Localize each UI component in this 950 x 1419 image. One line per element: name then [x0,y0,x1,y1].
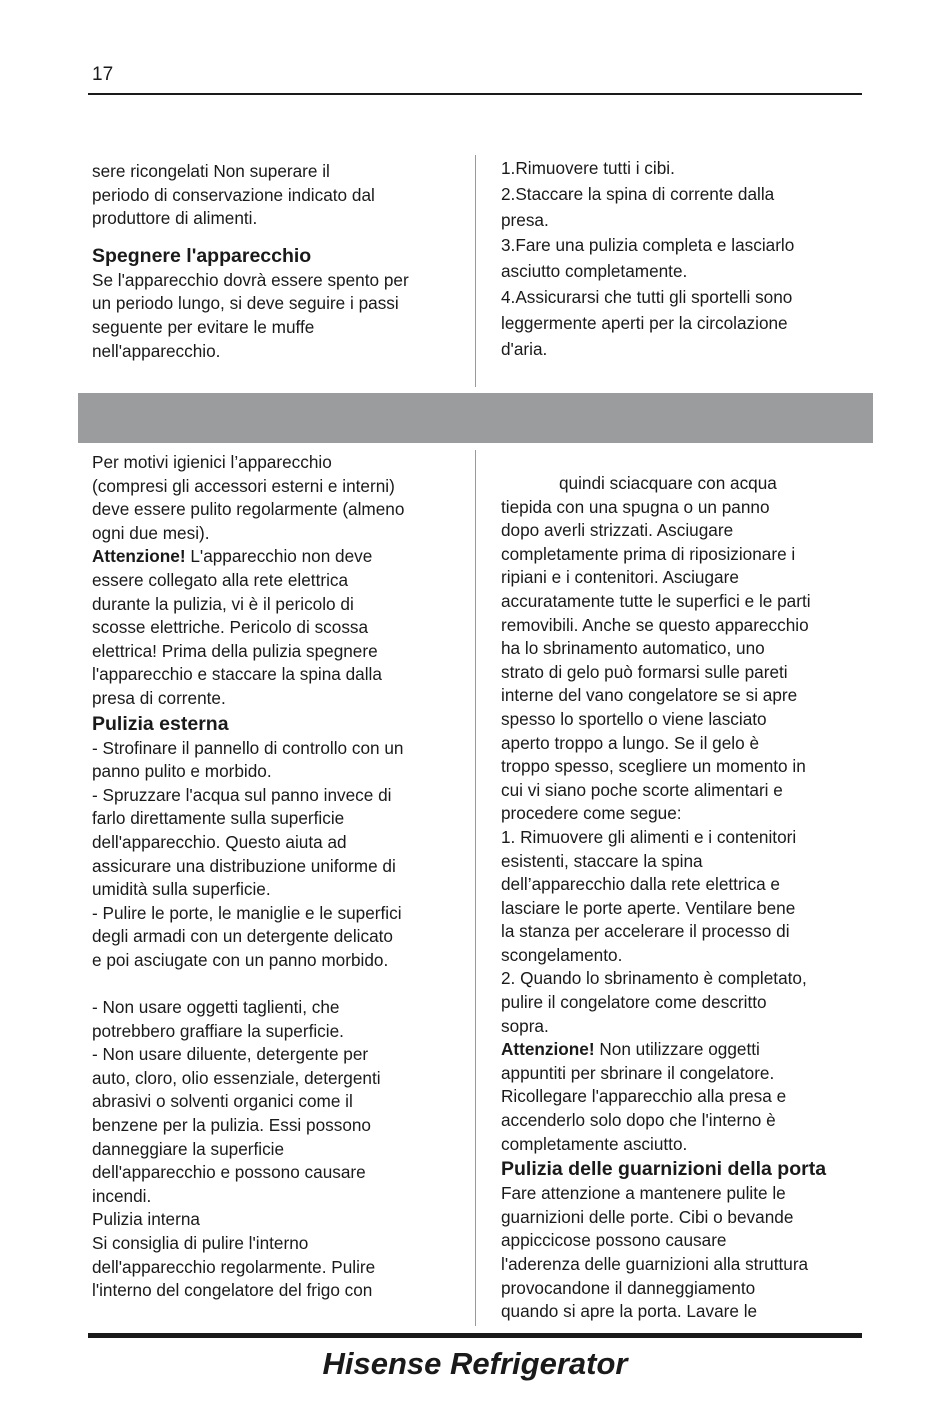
text-line: guarnizioni delle porte. Cibi o bevande [501,1206,794,1227]
text-line: ogni due mesi). [92,522,210,543]
text-line: accenderlo solo dopo che l'interno è [501,1110,776,1131]
text-line: - Strofinare il pannello di controllo con un [92,737,404,758]
text-line: la stanza per accelerare il processo di [501,921,790,942]
text-line: interne del vano congelatore se si apre [501,685,798,706]
text-line: (compresi gli accessori esterni e interni) [92,475,395,496]
text-line: un periodo lungo, si deve seguire i passi [92,293,399,314]
text-line: incendi. [92,1185,152,1206]
top-rule [88,93,862,95]
text-line: dell’apparecchio dalla rete elettrica e [501,874,780,895]
text-line: - Spruzzare l'acqua sul panno invece di [92,784,392,805]
text-line: deve essere pulito regolarmente (almeno [92,499,405,520]
text-line: durante la pulizia, vi è il pericolo di [92,593,354,614]
upper-left-column [92,160,462,363]
text-line: removibili. Anche se questo apparecchio [501,614,809,635]
column-divider-upper [475,155,476,387]
text-line: Si consiglia di pulire l'interno [92,1233,309,1253]
text-line: umidità sulla superficie. [92,879,271,900]
warning-text: L'apparecchio non deve [185,546,373,567]
text-line: strato di gelo può formarsi sulle pareti [501,661,788,682]
text-line: - Pulire le porte, le maniglie e le superfici [92,902,402,923]
switch-off-text [92,269,462,363]
text-line: quindi sciacquare con acqua [559,473,777,493]
text-line: dell'apparecchio e possono causare [92,1162,366,1183]
warning-line [92,545,467,569]
warning-label: Attenzione! [501,1039,595,1060]
text-line: periodo di conservazione indicato dal [92,184,375,205]
text-line: nell'apparecchio. [92,340,221,361]
text-line: scosse elettriche. Pericolo di scossa [92,617,369,638]
warning-label: Attenzione! [92,546,186,567]
text-line: Pulizia interna [92,1209,200,1230]
text-line: completamente prima di riposizionare i [501,543,796,564]
text-line: spesso lo sportello o viene lasciato [501,708,767,729]
column-divider-lower [475,450,476,1326]
step-line: 2.Staccare la spina di corrente dalla [501,183,775,204]
text-line: ripiani e i contenitori. Asciugare [501,567,739,588]
text-line: scongelamento. [501,944,623,965]
text-line: Fare attenzione a mantenere pulite le [501,1183,786,1204]
text-line: sopra. [501,1015,549,1036]
page-number: 17 [92,64,114,85]
text-line: pulire il congelatore come descritto [501,992,767,1013]
text-line: essere collegato alla rete elettrica [92,569,349,590]
text-line: lasciare le porte aperte. Ventilare bene [501,897,796,918]
text-line: cui vi siano poche scorte alimentari e [501,779,783,800]
bottom-rule [88,1333,862,1338]
text-line: sere ricongelati Non superare il [92,161,330,181]
step-line: leggermente aperti per la circolazione [501,312,788,333]
text-line: farlo direttamente sulla superficie [92,808,345,829]
text-line: l'aderenza delle guarnizioni alla struttura [501,1254,809,1274]
paragraph-gap [92,972,467,996]
text-line: produttore di alimenti. [92,208,258,229]
text-line: - Non usare oggetti taglienti, che [92,997,340,1018]
text-line: completamente asciutto. [501,1133,688,1154]
lower-left-column [92,451,467,1303]
text-line: troppo spesso, scegliere un momento in [501,756,806,777]
text-line: l'apparecchio e staccare la spina dalla [92,664,382,685]
text-line: degli armadi con un detergente delicato [92,926,393,947]
text-line: aperto troppo a lungo. Se il gelo è [501,732,759,753]
step-line: 1.Rimuovere tutti i cibi. [501,158,675,178]
text-line: danneggiare la superficie [92,1138,285,1159]
text-line: seguente per evitare le muffe [92,316,315,337]
lower-right-column [501,472,866,1324]
text-line: potrebbero graffiare la superficie. [92,1020,344,1041]
text-line: ha lo sbrinamento automatico, uno [501,638,765,659]
text-line: - Non usare diluente, detergente per [92,1044,369,1065]
text-line: auto, cloro, olio essenziale, detergenti [92,1067,381,1088]
text-line: panno pulito e morbido. [92,761,272,782]
step-line: 3.Fare una pulizia completa e lasciarlo [501,235,795,256]
storage-note [92,160,462,231]
text-line: abrasivi o solventi organici come il [92,1091,353,1112]
warning-line [501,1038,866,1062]
text-line: 2. Quando lo sbrinamento è completato, [501,968,807,989]
text-line: assicurare una distribuzione uniforme di [92,855,396,876]
text-line: Ricollegare l'apparecchio alla presa e [501,1086,787,1107]
text-line: elettrica! Prima della pulizia spegnere [92,640,378,661]
text-line: Se l'apparecchio dovrà essere spento per [92,269,409,290]
text-line: tiepida con una spugna o un panno [501,496,770,517]
section-heading-external-cleaning: Pulizia esterna [92,712,229,735]
warning-text: Non utilizzare oggetti [594,1039,760,1060]
text-line: benzene per la pulizia. Essi possono [92,1115,371,1136]
text-line: dopo averli strizzati. Asciugare [501,520,734,541]
text-line: provocandone il danneggiamento [501,1277,756,1298]
text-line: dell'apparecchio regolarmente. Pulire [92,1256,376,1277]
text-line: presa di corrente. [92,687,226,708]
section-heading-door-seals: Pulizia delle guarnizioni della porta [501,1158,827,1181]
brand-footer: Hisense Refrigerator [322,1346,628,1381]
text-line: Per motivi igienici l’apparecchio [92,452,332,472]
text-line: appiccicose possono causare [501,1230,727,1251]
step-line: 4.Assicurarsi che tutti gli sportelli sono [501,286,793,307]
text-line: quando si apre la porta. Lavare le [501,1301,758,1322]
section-title-band [78,393,873,443]
text-line: e poi asciugate con un panno morbido. [92,949,389,970]
text-line: esistenti, staccare la spina [501,850,703,871]
step-line: presa. [501,209,549,230]
text-line: appuntiti per sbrinare il congelatore. [501,1062,775,1083]
section-heading-switch-off: Spegnere l'apparecchio [92,244,312,267]
text-line: l'interno del congelatore del frigo con [92,1280,373,1301]
upper-right-column [501,156,851,362]
text-line: procedere come segue: [501,803,682,824]
step-line: d'aria. [501,338,548,359]
step-line: asciutto completamente. [501,261,688,282]
text-line: accuratamente tutte le superfici e le parti [501,590,811,611]
text-line: dell'apparecchio. Questo aiuta ad [92,831,347,852]
text-line: 1. Rimuovere gli alimenti e i contenitori [501,826,797,847]
